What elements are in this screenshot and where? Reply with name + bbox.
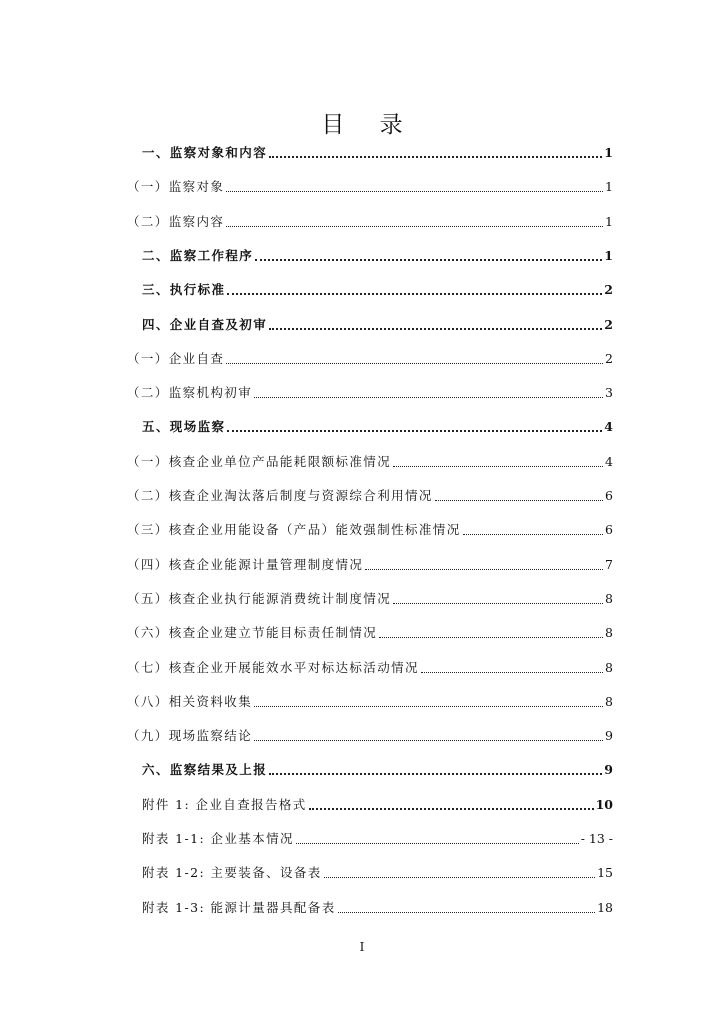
toc-entry-page: 1 bbox=[604, 247, 613, 263]
toc-entry-page: 8 bbox=[605, 693, 613, 709]
toc-entry-label: （一）核查企业单位产品能耗限额标准情况 bbox=[127, 453, 392, 469]
toc-entry-page: 4 bbox=[604, 419, 613, 435]
toc-leader-dots bbox=[269, 328, 602, 330]
toc-entry[interactable] bbox=[142, 897, 613, 919]
toc-leader-dots bbox=[226, 226, 603, 227]
toc-leader-dots bbox=[254, 397, 603, 398]
toc-entry-label: 附表 1-1: 企业基本情况 bbox=[142, 831, 294, 846]
toc-entry[interactable] bbox=[142, 245, 613, 267]
toc-entry-label: 五、现场监察 bbox=[142, 419, 226, 435]
toc-entry-label: 六、监察结果及上报 bbox=[142, 762, 268, 778]
toc-entry[interactable] bbox=[127, 588, 613, 610]
toc-leader-dots bbox=[421, 672, 603, 673]
toc-entry-page: - 13 - bbox=[580, 831, 613, 846]
toc-entry[interactable] bbox=[127, 725, 613, 747]
toc-entry[interactable] bbox=[142, 862, 613, 884]
toc-entry[interactable] bbox=[127, 554, 613, 576]
toc-entry-page: 2 bbox=[605, 350, 613, 366]
toc-entry-label: （二）核查企业淘汰落后制度与资源综合利用情况 bbox=[127, 488, 433, 503]
toc-entry-page: 10 bbox=[595, 796, 613, 812]
toc-entry-page: 1 bbox=[605, 179, 613, 195]
toc-leader-dots bbox=[309, 808, 594, 810]
toc-entry-page: 8 bbox=[605, 625, 613, 641]
toc-leader-dots bbox=[226, 191, 603, 192]
toc-entry-page: 15 bbox=[597, 865, 613, 881]
toc-entry-page: 9 bbox=[604, 762, 613, 778]
toc-entry-page: 9 bbox=[605, 728, 613, 744]
toc-entry[interactable] bbox=[127, 211, 613, 233]
toc-entry-label: （一）企业自查 bbox=[127, 350, 225, 366]
toc-leader-dots bbox=[338, 912, 596, 913]
toc-entry-page: 1 bbox=[605, 213, 613, 229]
toc-leader-dots bbox=[226, 363, 603, 364]
toc-entry-label: （五）核查企业执行能源消费统计制度情况 bbox=[127, 590, 392, 606]
toc-entry[interactable] bbox=[127, 485, 613, 507]
toc-entry[interactable] bbox=[142, 416, 613, 438]
toc-entry[interactable] bbox=[142, 759, 613, 781]
toc-entry[interactable] bbox=[127, 657, 613, 679]
toc-entry[interactable] bbox=[127, 622, 613, 644]
toc-leader-dots bbox=[435, 500, 603, 501]
toc-entry-label: （六）核查企业建立节能目标责任制情况 bbox=[127, 625, 378, 641]
toc-leader-dots bbox=[365, 569, 603, 570]
toc-leader-dots bbox=[254, 740, 603, 741]
toc-entry[interactable] bbox=[127, 451, 613, 473]
toc-entry-page: 3 bbox=[605, 385, 613, 401]
toc-entry-page: 4 bbox=[605, 453, 613, 469]
toc-entry-page: 2 bbox=[604, 282, 613, 298]
toc-leader-dots bbox=[227, 430, 602, 432]
toc-entry-label: （三）核查企业用能设备（产品）能效强制性标准情况 bbox=[127, 522, 461, 538]
toc-entry-label: （九）现场监察结论 bbox=[127, 728, 253, 744]
toc-leader-dots bbox=[269, 773, 602, 775]
toc-entry[interactable] bbox=[142, 279, 613, 301]
toc-entry[interactable] bbox=[142, 828, 613, 850]
toc-entry-label: （七）核查企业开展能效水平对标达标活动情况 bbox=[127, 659, 419, 675]
toc-entry[interactable] bbox=[127, 382, 613, 404]
toc-entry-label: （四）核查企业能源计量管理制度情况 bbox=[127, 556, 364, 572]
toc-entry-page: 18 bbox=[597, 899, 613, 915]
toc-entry-page: 7 bbox=[605, 556, 613, 572]
toc-entry-label: 四、企业自查及初审 bbox=[142, 316, 268, 332]
toc-leader-dots bbox=[227, 293, 602, 295]
toc-entry[interactable] bbox=[142, 142, 613, 164]
toc-entry[interactable] bbox=[142, 314, 613, 336]
toc-leader-dots bbox=[269, 156, 602, 158]
toc-leader-dots bbox=[463, 534, 603, 535]
toc-entry-label: 附表 1-2: 主要装备、设备表 bbox=[142, 865, 322, 881]
page-number-footer: I bbox=[359, 940, 365, 954]
toc-leader-dots bbox=[393, 603, 603, 604]
toc-entry-label: 附件 1: 企业自查报告格式 bbox=[142, 796, 307, 812]
toc-entry[interactable] bbox=[127, 691, 613, 713]
toc-entry-label: 一、监察对象和内容 bbox=[142, 145, 268, 160]
toc-leader-dots bbox=[255, 259, 602, 261]
page-title: 目 录 bbox=[321, 112, 417, 138]
toc-entry[interactable] bbox=[127, 176, 613, 198]
toc-entry[interactable] bbox=[127, 348, 613, 370]
toc-leader-dots bbox=[324, 877, 595, 878]
toc-leader-dots bbox=[379, 637, 603, 638]
toc-entry-page: 1 bbox=[604, 145, 613, 160]
toc-leader-dots bbox=[393, 466, 603, 467]
toc-leader-dots bbox=[254, 706, 603, 707]
toc-entry-page: 2 bbox=[604, 316, 613, 332]
toc-entry-page: 6 bbox=[605, 522, 613, 538]
toc-entry-label: 二、监察工作程序 bbox=[142, 247, 254, 263]
toc-entry-page: 6 bbox=[605, 488, 613, 503]
toc-entry-label: （二）监察内容 bbox=[127, 213, 225, 229]
toc-leader-dots bbox=[296, 843, 579, 844]
toc-entry[interactable] bbox=[127, 519, 613, 541]
toc-entry-label: （一）监察对象 bbox=[127, 179, 225, 195]
toc-entry-page: 8 bbox=[605, 590, 613, 606]
toc-entry-page: 8 bbox=[605, 659, 613, 675]
toc-entry-label: 附表 1-3: 能源计量器具配备表 bbox=[142, 899, 336, 915]
toc-entry[interactable] bbox=[142, 794, 613, 816]
toc-entry-label: （二）监察机构初审 bbox=[127, 385, 253, 401]
toc-entry-label: 三、执行标准 bbox=[142, 282, 226, 298]
toc-entry-label: （八）相关资料收集 bbox=[127, 693, 253, 709]
